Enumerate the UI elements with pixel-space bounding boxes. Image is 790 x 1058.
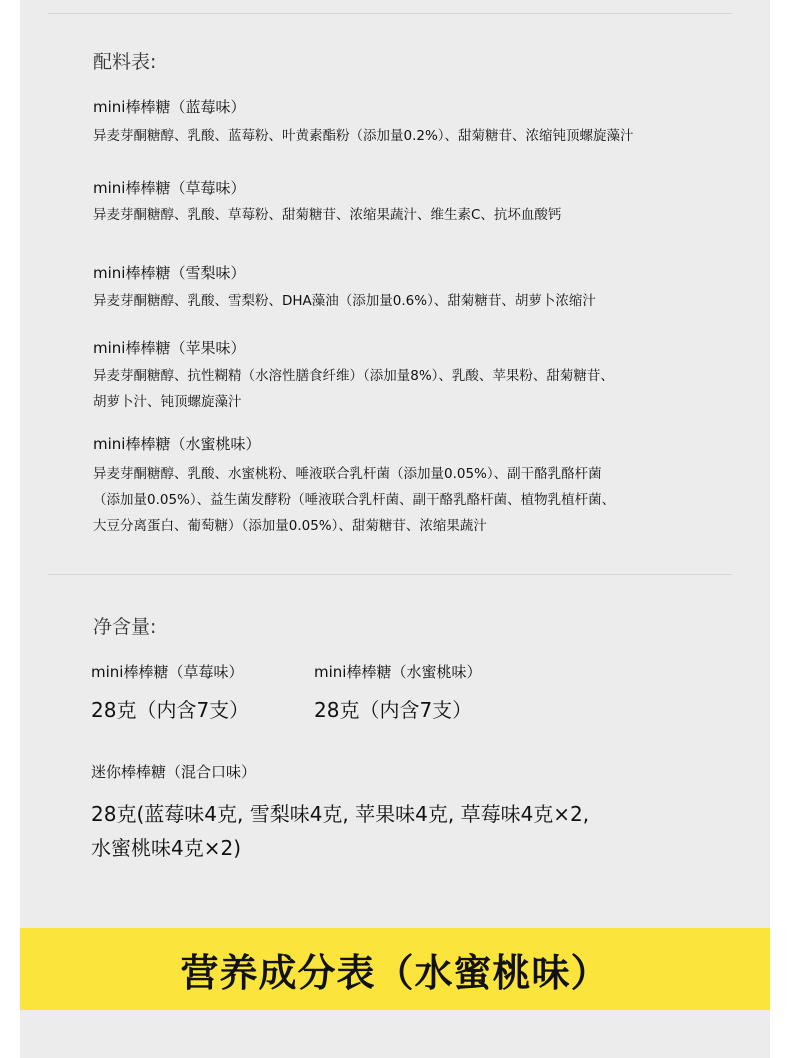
mix-value-line: 水蜜桃味4克×2) [91,836,242,860]
net-content-name-mix: 迷你棒棒糖（混合口味） [91,763,257,781]
ingredients-line: 大豆分离蛋白、葡萄糖）（添加量0.05%）、甜菊糖苷、浓缩果蔬汁 [93,518,487,534]
net-content-value-peach: 28克（内含7支） [314,698,473,722]
ingredient-sheet [20,0,770,1058]
ingredients-line: 异麦芽酮糖醇、乳酸、草莓粉、甜菊糖苷、浓缩果蔬汁、维生素C、抗坏血酸钙 [93,207,562,223]
product-name-pear: mini棒棒糖（雪梨味） [93,264,246,282]
ingredients-line: （添加量0.05%）、益生菌发酵粉（唾液联合乳杆菌、副干酪乳酪杆菌、植物乳植杆菌、 [93,492,616,508]
section-divider [48,574,732,575]
nutrition-banner [20,928,770,1010]
net-content-value-strawberry: 28克（内含7支） [91,698,250,722]
net-content-value-mix [91,797,589,865]
ingredients-title: 配料表: [93,51,157,73]
product-name-peach: mini棒棒糖（水蜜桃味） [93,435,261,453]
ingredients-line: 异麦芽酮糖醇、抗性糊精（水溶性膳食纤维）（添加量8%）、乳酸、苹果粉、甜菊糖苷、 [93,368,614,384]
nutrition-banner-title: 营养成分表（水蜜桃味） [180,950,610,995]
ingredients-strawberry [93,202,733,228]
ingredients-line: 胡萝卜汁、钝顶螺旋藻汁 [93,394,242,410]
top-divider [48,13,732,14]
ingredients-pear [93,288,733,314]
ingredients-blueberry [93,123,733,149]
product-name-apple: mini棒棒糖（苹果味） [93,339,246,357]
ingredients-apple [93,363,733,415]
ingredients-peach [93,461,733,539]
product-name-blueberry: mini棒棒糖（蓝莓味） [93,98,246,116]
ingredients-line: 异麦芽酮糖醇、乳酸、雪梨粉、DHA藻油（添加量0.6%）、甜菊糖苷、胡萝卜浓缩汁 [93,293,596,309]
net-content-name-strawberry: mini棒棒糖（草莓味） [91,663,244,681]
product-name-strawberry: mini棒棒糖（草莓味） [93,179,246,197]
ingredients-line: 异麦芽酮糖醇、乳酸、水蜜桃粉、唾液联合乳杆菌（添加量0.05%）、副干酪乳酪杆菌 [93,466,602,482]
mix-value-line: 28克(蓝莓味4克, 雪梨味4克, 苹果味4克, 草莓味4克×2, [91,802,590,826]
net-content-name-peach: mini棒棒糖（水蜜桃味） [314,663,482,681]
ingredients-line: 异麦芽酮糖醇、乳酸、蓝莓粉、叶黄素酯粉（添加量0.2%）、甜菊糖苷、浓缩钝顶螺旋藻汁 [93,128,634,144]
net-content-title: 净含量: [93,616,157,638]
